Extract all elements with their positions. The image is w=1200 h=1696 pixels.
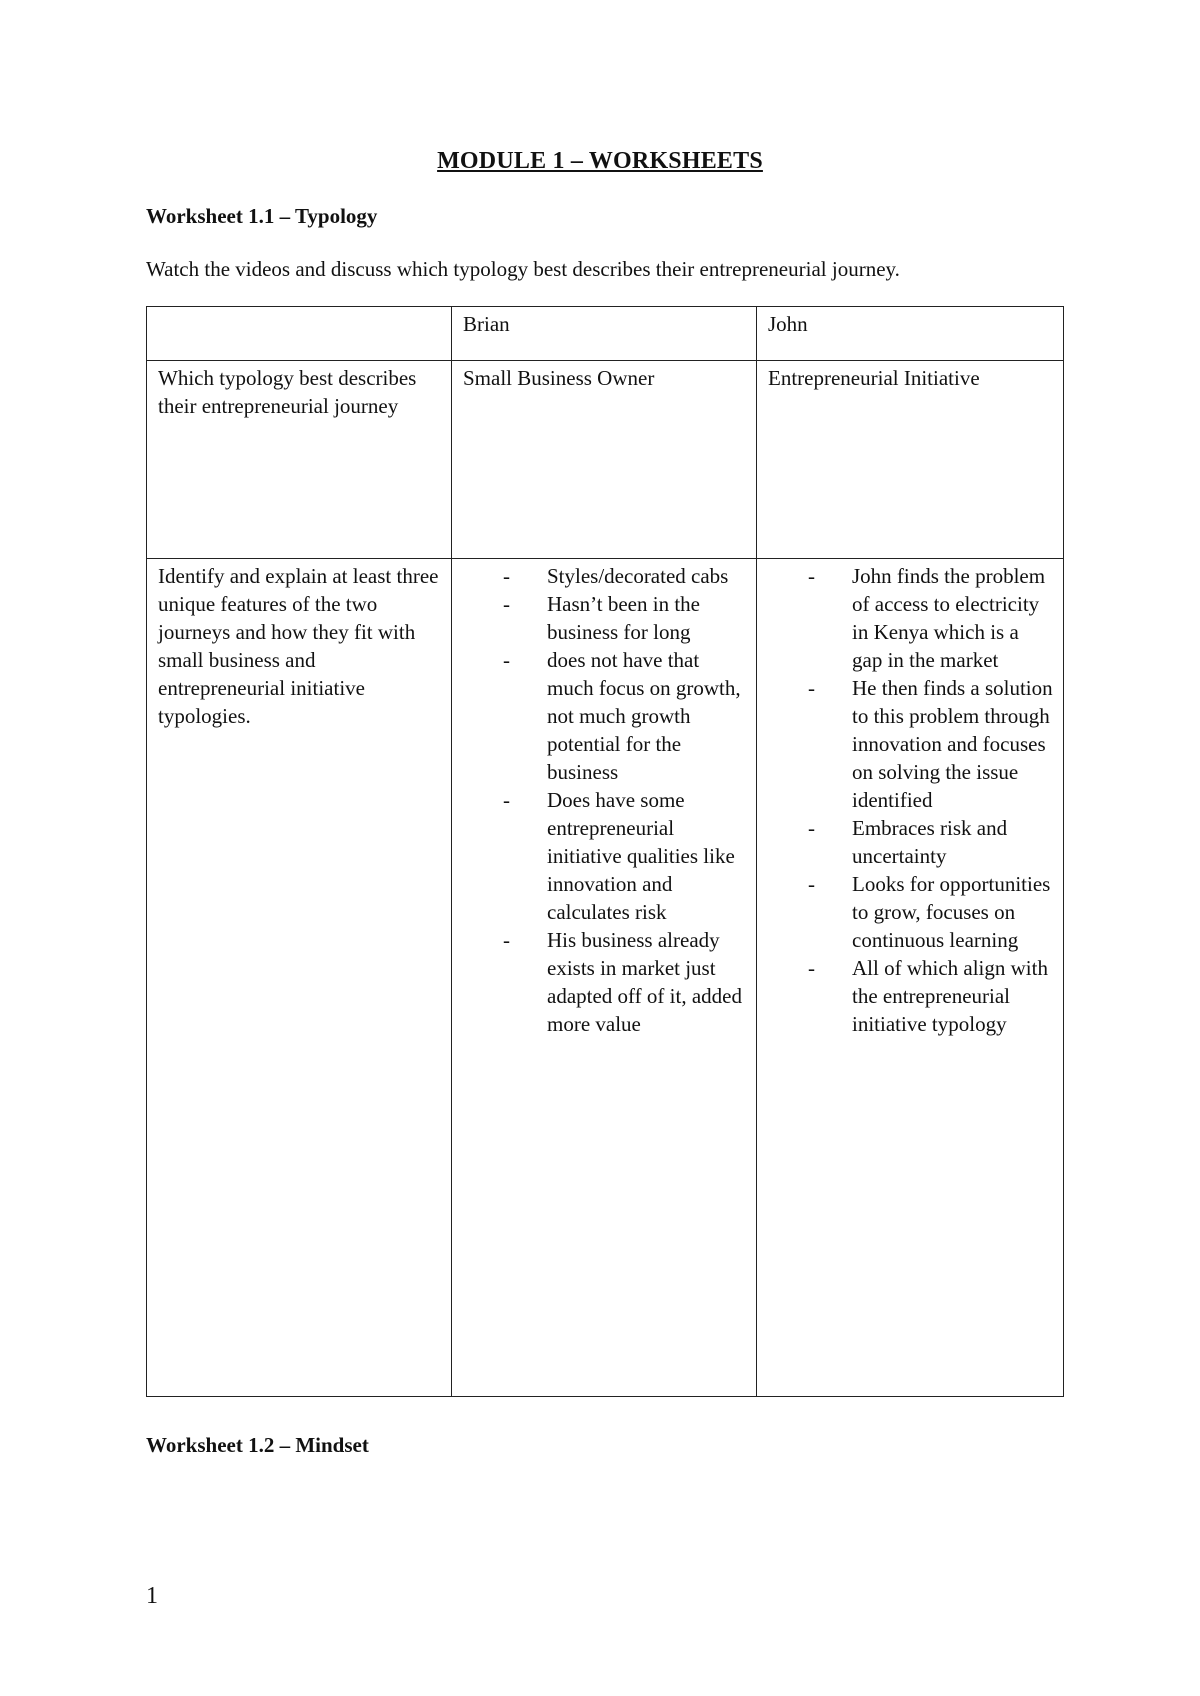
list-item: - Hasn’t been in the business for long	[503, 590, 746, 646]
john-typology-answer: Entrepreneurial Initiative	[757, 361, 1064, 559]
brian-typology-answer: Small Business Owner	[452, 361, 757, 559]
question-typology: Which typology best describes their entrepreneurial journey	[147, 361, 452, 559]
brian-features-cell	[452, 559, 757, 1397]
table-header-row	[147, 307, 1064, 361]
worksheet-1-2-heading: Worksheet 1.2 – Mindset	[146, 1433, 369, 1457]
list-item: - Styles/decorated cabs	[503, 562, 746, 590]
list-item: - John finds the problem of access to electricity in Kenya which is a gap in the market	[808, 562, 1053, 674]
header-john: John	[757, 307, 1064, 361]
worksheet-1-1-heading: Worksheet 1.1 – Typology	[146, 204, 378, 228]
list-item: - does not have that much focus on growth, not much growth potential for the business	[503, 646, 746, 786]
john-features-cell	[757, 559, 1064, 1397]
typology-table	[146, 306, 1064, 1397]
list-item: - His business already exists in market just adapted off of it, added more value	[503, 926, 746, 1038]
john-features-list	[768, 562, 1053, 1038]
table-row-typology	[147, 361, 1064, 559]
list-item: - He then finds a solution to this problem through innovation and focuses on solving the issue identified	[808, 674, 1053, 814]
header-brian: Brian	[452, 307, 757, 361]
worksheet-1-1-instructions: Watch the videos and discuss which typology best describes their entrepreneurial journey.	[146, 257, 900, 281]
header-empty-cell	[147, 307, 452, 361]
page-title: MODULE 1 – WORKSHEETS	[437, 148, 763, 174]
list-item: - All of which align with the entrepreneurial initiative typology	[808, 954, 1053, 1038]
brian-features-list	[463, 562, 746, 1038]
page-number: 1	[146, 1583, 158, 1609]
question-features: Identify and explain at least three unique features of the two journeys and how they fit with small business and entrepreneurial initiative typologies.	[147, 559, 452, 1397]
table-row-features	[147, 559, 1064, 1397]
list-item: - Embraces risk and uncertainty	[808, 814, 1053, 870]
list-item: - Does have some entrepreneurial initiative qualities like innovation and calculates risk	[503, 786, 746, 926]
list-item: - Looks for opportunities to grow, focuses on continuous learning	[808, 870, 1053, 954]
